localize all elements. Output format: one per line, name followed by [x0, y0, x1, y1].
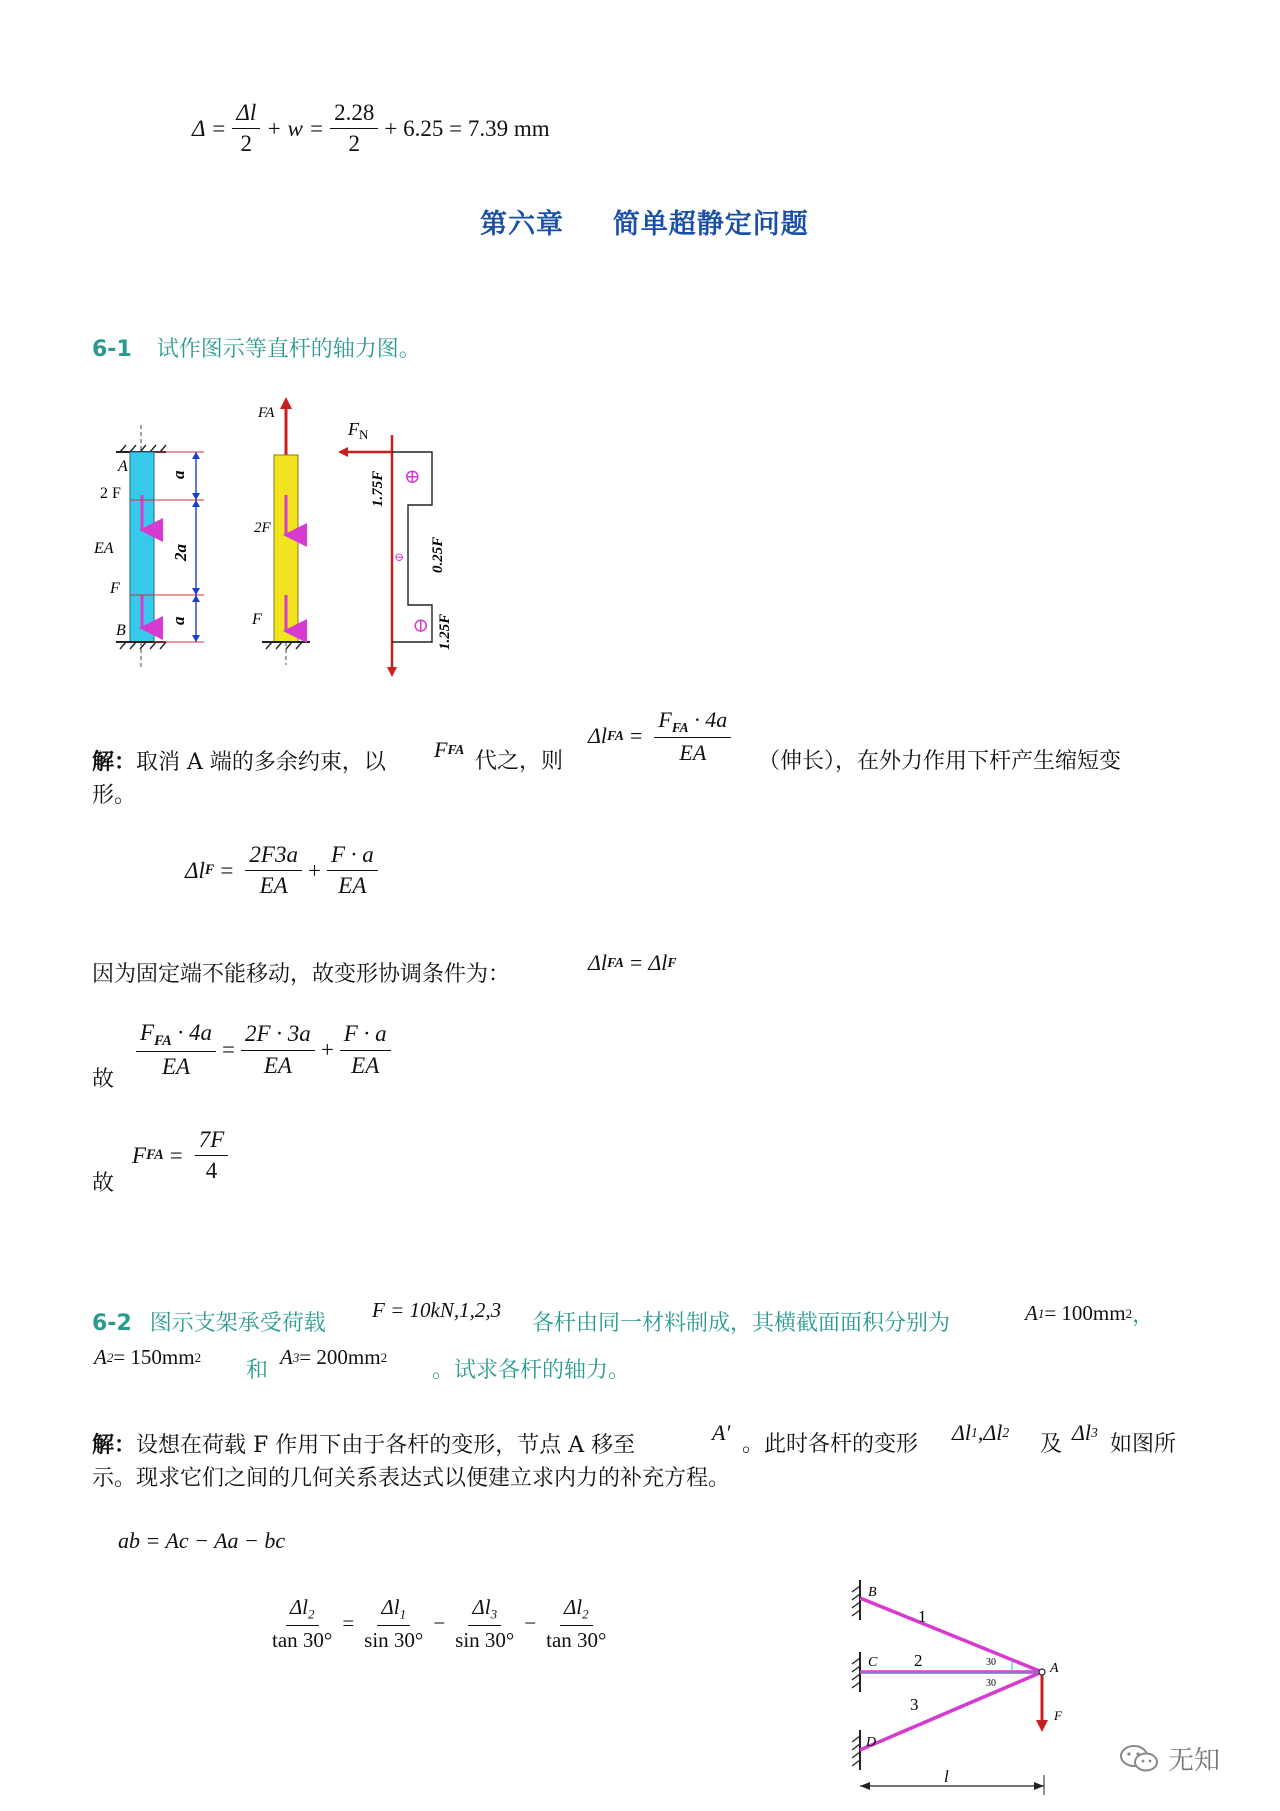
label-EA: EA: [94, 540, 114, 557]
figure-6-2-truss: [840, 1580, 1090, 1800]
label-A: A: [118, 458, 128, 475]
p62-solution-line1: 解：设想在荷载 F 作用下由于各杆的变形，节点 A 移至: [92, 1432, 636, 1458]
top-formula-rhs: + 6.25 = 7.39 mm: [384, 115, 550, 141]
label-FN: $F_N$: [348, 419, 369, 442]
node-C: C: [868, 1655, 878, 1670]
p61-result: F FA = $\frac{7F}{4}$: [132, 1127, 234, 1185]
p62-deltas: Δl 1 , Δl 2: [952, 1420, 1010, 1445]
label-F: F: [110, 580, 120, 597]
p62-solution-line1c: 如图所: [1110, 1432, 1177, 1457]
chapter-number: 第六章: [480, 209, 564, 240]
angle-lower: 30: [986, 1678, 996, 1689]
p61-gu-1: 故: [92, 1067, 115, 1092]
truss-bars: [860, 1598, 1042, 1750]
wechat-icon: [1118, 1743, 1162, 1775]
p62-he: 和: [246, 1358, 269, 1383]
value-1-75F: 1.75F: [370, 470, 386, 507]
bar-1: 1: [918, 1607, 927, 1626]
watermark-text: 无知: [1168, 1746, 1221, 1776]
p62-geometry-equation: $\frac{\Delta l_2}{\tan 30^\circ}$ = $\frac{\Delta l_1}{\sin 30^\circ}$ − $\frac{\Delta l_3}{\sin 30^\circ}$ − $\frac{\Delta l_2}{\tan 30^\circ}$: [272, 1595, 607, 1652]
dim-a-bottom: a: [169, 616, 188, 625]
p61-ffa-symbol: F FA: [434, 737, 465, 762]
p61-delta-l-f-equation: Δl F = $\frac{2F3a}{EA}$ + $\frac{F \cdot a}{EA}$: [185, 842, 384, 900]
bar-2: 2: [914, 1651, 923, 1670]
sign-plus: ⊕: [404, 466, 421, 488]
p61-delta-l-fa: Δl FA = $\frac{F_{FA} \cdot 4a}{EA}$: [588, 707, 737, 766]
problem-6-2-title: 6-2 图示支架承受荷载: [92, 1311, 326, 1336]
top-formula: [192, 100, 550, 158]
p62-delta3: Δl 3: [1072, 1420, 1098, 1445]
p61-compat-equation: Δl FA = Δl F: [588, 950, 677, 975]
label-FA: FA: [258, 405, 275, 421]
label-2F: 2 F: [100, 485, 121, 502]
bar-3: 3: [910, 1695, 919, 1714]
p61-compat-text: 因为固定端不能移动，故变形协调条件为：: [92, 962, 511, 987]
p61-solution-line1: 解：取消 A 端的多余约束，以: [92, 749, 386, 775]
dim-a-top: a: [169, 470, 188, 479]
p62-solution-line2: 示。现求它们之间的几何关系表达式以便建立求内力的补充方程。: [92, 1466, 731, 1491]
problem-6-1-title: [92, 332, 421, 363]
problem-number: 6-2: [92, 1311, 132, 1336]
problem-question: 试作图示等直杆的轴力图。: [156, 337, 421, 362]
p61-gu-2: 故: [92, 1171, 115, 1196]
p62-ji: 及: [1040, 1432, 1063, 1457]
chapter-heading: [480, 202, 809, 241]
sol-label: 解：: [92, 749, 137, 775]
p62-A1: A 1 = 100mm 2 ，: [1025, 1301, 1155, 1328]
value-1-25F: 1.25F: [437, 613, 453, 650]
label-2F-free: 2F: [254, 520, 271, 536]
top-formula-mid: + w =: [266, 115, 325, 141]
fixed-bar-diagram: [93, 425, 204, 670]
load-F: F: [1054, 1708, 1062, 1723]
value-0-25F: 0.25F: [430, 536, 446, 573]
problem-6-2-title-b: 各杆由同一材料制成，其横截面面积分别为: [532, 1311, 951, 1336]
node-B: B: [868, 1585, 877, 1600]
p61-solution-line2: 形。: [92, 783, 137, 808]
p62-Aprime: A′: [712, 1420, 731, 1445]
node-D: D: [866, 1735, 877, 1750]
problem-number: 6-1: [92, 337, 132, 362]
wall-supports: [852, 1580, 860, 1770]
free-body-diagram: [251, 397, 310, 665]
figure-6-1: [86, 395, 546, 685]
node-A: A: [1050, 1661, 1059, 1676]
chapter-title: 简单超静定问题: [612, 209, 809, 240]
p61-solution-line1c: （伸长），在外力作用下杆产生缩短变: [758, 749, 1122, 774]
watermark: [1118, 1740, 1220, 1777]
top-formula-frac1: $\frac{\Delta l}{2}$: [232, 100, 260, 158]
top-formula-lhs: Δ =: [192, 115, 227, 141]
p62-A3: A 3 = 200mm 2: [280, 1345, 388, 1369]
sign-minus-mid: ⊖: [394, 550, 405, 564]
angle-upper: 30: [986, 1657, 996, 1668]
label-F-free: F: [252, 611, 262, 628]
label-B: B: [116, 622, 126, 639]
axial-force-diagram: [338, 419, 453, 677]
p61-equation-equal: $\frac{F_{FA} \cdot 4a}{EA}$ = $\frac{2F \cdot 3a}{EA}$ + $\frac{F \cdot a}{EA}$: [130, 1020, 397, 1081]
top-formula-frac2: $\frac{2.28}{2}$: [330, 100, 378, 158]
sign-minus-bottom: ⊖: [410, 617, 432, 634]
length-l: l: [944, 1767, 949, 1786]
p62-ab-equation: ab = Ac − Aa − bc: [118, 1528, 286, 1553]
dim-2a: 2a: [171, 544, 190, 561]
p62-end: 。试求各杆的轴力。: [432, 1358, 631, 1383]
p62-A2: A 2 = 150mm 2: [94, 1345, 202, 1369]
p62-F-value: F = 10kN,1,2,3: [372, 1298, 502, 1322]
p62-solution-line1b: 。此时各杆的变形: [742, 1432, 919, 1457]
p61-solution-line1b: 代之，则: [475, 749, 564, 774]
